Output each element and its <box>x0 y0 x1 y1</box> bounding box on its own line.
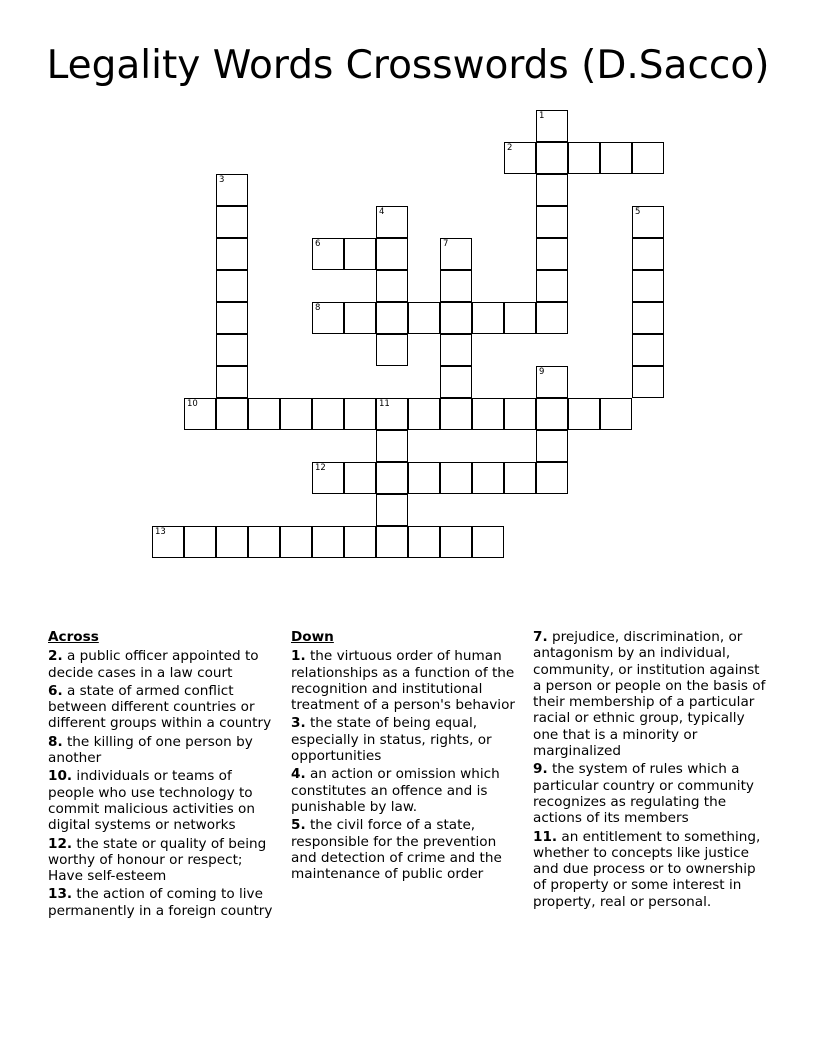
crossword-cell[interactable] <box>440 270 472 302</box>
clue-item <box>48 683 280 732</box>
clue-item <box>533 761 769 826</box>
crossword-cell[interactable] <box>280 398 312 430</box>
clue-item <box>48 886 280 919</box>
clue-number: 5 <box>635 207 641 217</box>
clue-number: 9 <box>539 367 545 377</box>
crossword-cell[interactable] <box>440 366 472 398</box>
crossword-cell[interactable] <box>248 398 280 430</box>
clue-item-text: the civil force of a state, responsible for the prevention and detection of crime and the maintenance of public order <box>291 817 502 883</box>
crossword-cell[interactable] <box>376 494 408 526</box>
crossword-cell[interactable] <box>440 302 472 334</box>
crossword-cell[interactable] <box>408 462 440 494</box>
crossword-cell[interactable] <box>312 398 344 430</box>
crossword-cell[interactable] <box>216 526 248 558</box>
crossword-cell[interactable] <box>152 526 184 558</box>
crossword-cell[interactable] <box>472 398 504 430</box>
clue-number: 6 <box>315 239 321 249</box>
crossword-cell[interactable] <box>536 430 568 462</box>
crossword-cell[interactable] <box>536 462 568 494</box>
clue-number: 11 <box>379 399 390 409</box>
clue-item-text: the action of coming to live permanently in a foreign country <box>48 886 273 919</box>
crossword-cell[interactable] <box>280 526 312 558</box>
crossword-cell[interactable] <box>344 238 376 270</box>
crossword-cell[interactable] <box>504 142 536 174</box>
crossword-cell[interactable] <box>376 526 408 558</box>
clue-item <box>48 836 280 885</box>
down-heading: Down <box>291 629 334 645</box>
clue-item-text: individuals or teams of people who use technology to commit malicious activities on digital systems or networks <box>48 768 255 834</box>
clue-item-number: 9. <box>533 761 548 778</box>
crossword-cell[interactable] <box>536 366 568 398</box>
clue-item-number: 5. <box>291 817 306 834</box>
clue-number: 4 <box>379 207 385 217</box>
across-clues <box>48 629 280 921</box>
crossword-cell[interactable] <box>536 110 568 142</box>
clue-item <box>291 766 523 815</box>
crossword-cell[interactable] <box>536 302 568 334</box>
clue-number: 13 <box>155 527 166 537</box>
crossword-cell[interactable] <box>344 462 376 494</box>
crossword-cell[interactable] <box>472 302 504 334</box>
crossword-cell[interactable] <box>376 334 408 366</box>
crossword-cell[interactable] <box>216 206 248 238</box>
crossword-cell[interactable] <box>408 526 440 558</box>
clue-item-number: 2. <box>48 648 63 665</box>
clue-item-text: an action or omission which constitutes an offence and is punishable by law. <box>291 766 500 815</box>
crossword-cell[interactable] <box>408 302 440 334</box>
down-clue-list <box>291 648 523 882</box>
crossword-cell[interactable] <box>440 462 472 494</box>
clue-item-number: 7. <box>533 629 548 645</box>
crossword-cell[interactable] <box>440 526 472 558</box>
clue-item-text: an entitlement to something, whether to concepts like justice and due process or to ownership of property or some interest in property, real or personal. <box>533 828 761 910</box>
clue-item-text: prejudice, discrimination, or antagonism by an individual, community, or institution against a person or people on the basis of their membership of a particular racial or ethnic group, typically one that is a minority or marginalized <box>533 629 766 760</box>
clue-item <box>291 817 523 882</box>
down-clues-continued <box>533 629 769 912</box>
crossword-cell[interactable] <box>632 142 664 174</box>
crossword-cell[interactable] <box>344 526 376 558</box>
crossword-cell[interactable] <box>216 174 248 206</box>
clue-number: 3 <box>219 175 225 185</box>
clue-number: 12 <box>315 463 326 473</box>
crossword-cell[interactable] <box>600 142 632 174</box>
down-clue-list-continued <box>533 629 769 910</box>
crossword-cell[interactable] <box>184 526 216 558</box>
clue-item-text: the state or quality of being worthy of honour or respect; Have self-esteem <box>48 835 267 885</box>
clue-item-number: 11. <box>533 828 558 845</box>
clue-item-number: 13. <box>48 886 73 903</box>
crossword-cell[interactable] <box>376 270 408 302</box>
crossword-cell[interactable] <box>184 398 216 430</box>
clue-item <box>291 715 523 764</box>
clue-item-text: a public officer appointed to decide cases in a law court <box>48 648 259 681</box>
crossword-cell[interactable] <box>344 398 376 430</box>
crossword-cell[interactable] <box>408 398 440 430</box>
clue-item <box>533 829 769 910</box>
crossword-cell[interactable] <box>632 302 664 334</box>
crossword-cell[interactable] <box>568 142 600 174</box>
clue-item-text: the system of rules which a particular country or community recognizes as regulating the actions of its members <box>533 761 754 827</box>
across-heading: Across <box>48 629 99 645</box>
crossword-cell[interactable] <box>216 366 248 398</box>
crossword-cell[interactable] <box>632 238 664 270</box>
crossword-cell[interactable] <box>536 206 568 238</box>
crossword-cell[interactable] <box>536 238 568 270</box>
crossword-cell[interactable] <box>536 142 568 174</box>
crossword-cell[interactable] <box>600 398 632 430</box>
crossword-cell[interactable] <box>504 398 536 430</box>
crossword-cell[interactable] <box>216 398 248 430</box>
clue-item-text: a state of armed conflict between different countries or different groups within a country <box>48 682 272 732</box>
crossword-cell[interactable] <box>536 174 568 206</box>
crossword-cell[interactable] <box>312 238 344 270</box>
clue-number: 2 <box>507 143 513 153</box>
clue-item-text: the state of being equal, especially in status, rights, or opportunities <box>291 715 492 765</box>
crossword-cell[interactable] <box>376 302 408 334</box>
crossword-cell[interactable] <box>632 206 664 238</box>
clue-item <box>533 629 769 759</box>
clue-item-number: 6. <box>48 682 63 699</box>
clue-item-number: 10. <box>48 768 73 785</box>
clue-item <box>291 648 523 713</box>
clue-item-number: 4. <box>291 766 306 783</box>
crossword-cell[interactable] <box>376 238 408 270</box>
clue-item <box>48 648 280 681</box>
crossword-cell[interactable] <box>472 462 504 494</box>
crossword-cell[interactable] <box>216 270 248 302</box>
crossword-cell[interactable] <box>440 398 472 430</box>
crossword-cell[interactable] <box>440 238 472 270</box>
crossword-cell[interactable] <box>376 430 408 462</box>
crossword-cell[interactable] <box>376 398 408 430</box>
crossword-cell[interactable] <box>216 302 248 334</box>
clue-number: 10 <box>187 399 198 409</box>
across-clue-list <box>48 648 280 919</box>
crossword-cell[interactable] <box>216 334 248 366</box>
crossword-cell[interactable] <box>376 206 408 238</box>
clue-item-text: the killing of one person by another <box>48 733 253 767</box>
clue-number: 7 <box>443 239 449 249</box>
crossword-cell[interactable] <box>376 462 408 494</box>
crossword-cell[interactable] <box>472 526 504 558</box>
crossword-cell[interactable] <box>632 270 664 302</box>
crossword-cell[interactable] <box>216 238 248 270</box>
clue-item <box>48 768 280 833</box>
clue-item-number: 1. <box>291 648 306 665</box>
clue-item-number: 8. <box>48 733 63 750</box>
crossword-cell[interactable] <box>632 334 664 366</box>
clue-number: 1 <box>539 111 545 121</box>
crossword-cell[interactable] <box>504 302 536 334</box>
clue-item-text: the virtuous order of human relationships as a function of the recognition and institutional treatment of a person's behavior <box>291 648 515 714</box>
crossword-cell[interactable] <box>248 526 280 558</box>
crossword-cell[interactable] <box>568 398 600 430</box>
clue-item-number: 3. <box>291 715 306 732</box>
crossword-cell[interactable] <box>440 334 472 366</box>
page-title: Legality Words Crosswords (D.Sacco) <box>46 43 770 88</box>
crossword-cell[interactable] <box>504 462 536 494</box>
crossword-cell[interactable] <box>344 302 376 334</box>
crossword-cell[interactable] <box>536 270 568 302</box>
down-clues <box>291 629 523 884</box>
crossword-cell[interactable] <box>632 366 664 398</box>
clue-number: 8 <box>315 303 321 313</box>
crossword-cell[interactable] <box>312 526 344 558</box>
crossword-cell[interactable] <box>312 462 344 494</box>
clue-item <box>48 734 280 767</box>
crossword-cell[interactable] <box>312 302 344 334</box>
crossword-cell[interactable] <box>536 398 568 430</box>
clue-item-number: 12. <box>48 835 73 852</box>
